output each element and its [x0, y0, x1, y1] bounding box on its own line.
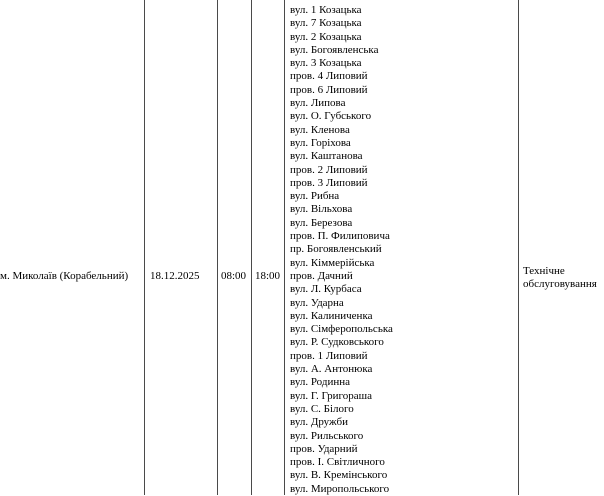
column-divider [251, 0, 252, 495]
street-item: вул. Богоявленська [290, 43, 379, 56]
street-item: пров. 4 Липовий [290, 70, 368, 83]
street-item: вул. Л. Курбаса [290, 283, 362, 296]
street-item: пров. І. Світличного [290, 456, 385, 469]
column-divider [217, 0, 218, 495]
street-item: вул. Горіхова [290, 136, 351, 149]
street-item: вул. Миропольського [290, 482, 390, 495]
streets-list [290, 4, 393, 496]
column-divider [144, 0, 145, 495]
street-item: вул. Калиниченка [290, 309, 373, 322]
street-item: вул. Каштанова [290, 150, 363, 163]
street-item: пр. Богоявленський [290, 243, 382, 256]
street-item: вул. О. Губського [290, 110, 372, 123]
street-item: вул. 3 Козацька [290, 57, 362, 70]
street-item: вул. Г. Григораша [290, 389, 372, 402]
time-end-cell: 18:00 [255, 270, 281, 282]
street-item: вул. Кленова [290, 123, 350, 136]
street-item: пров. 1 Липовий [290, 349, 368, 362]
street-item: пров. 2 Липовий [290, 163, 368, 176]
date-cell: 18.12.2025 [150, 270, 200, 282]
street-item: вул. В. Кремінського [290, 469, 388, 482]
street-item: пров. П. Филиповича [290, 230, 390, 243]
street-item: вул. Рильського [290, 429, 364, 442]
column-divider [284, 0, 285, 495]
street-item: вул. 2 Козацька [290, 30, 362, 43]
street-item: вул. Дружби [290, 416, 348, 429]
column-divider [518, 0, 519, 495]
street-item: вул. Родинна [290, 376, 350, 389]
street-item: пров. Ударний [290, 442, 358, 455]
street-item: вул. Березова [290, 216, 353, 229]
street-item: вул. Кіммерійська [290, 256, 375, 269]
street-item: пров. 6 Липовий [290, 83, 368, 96]
street-item: вул. Вільхова [290, 203, 353, 216]
street-item: пров. 3 Липовий [290, 176, 368, 189]
street-item: вул. 1 Козацька [290, 4, 362, 16]
time-start-cell: 08:00 [221, 270, 247, 282]
reason-cell: Технічне обслуговування [523, 265, 597, 290]
street-item: вул. А. Антонюка [290, 363, 373, 376]
street-item: пров. Дачний [290, 269, 353, 282]
street-item: вул. Липова [290, 97, 346, 110]
street-item: вул. С. Білого [290, 402, 354, 415]
street-item: вул. 7 Козацька [290, 17, 362, 30]
street-item: вул. Рибна [290, 190, 340, 203]
settlement-cell: м. Миколаїв (Корабельний) [0, 270, 129, 282]
street-item: вул. Ударна [290, 296, 344, 309]
street-item: вул. Сімферопольська [290, 323, 393, 336]
street-item: вул. Р. Судковського [290, 336, 384, 349]
